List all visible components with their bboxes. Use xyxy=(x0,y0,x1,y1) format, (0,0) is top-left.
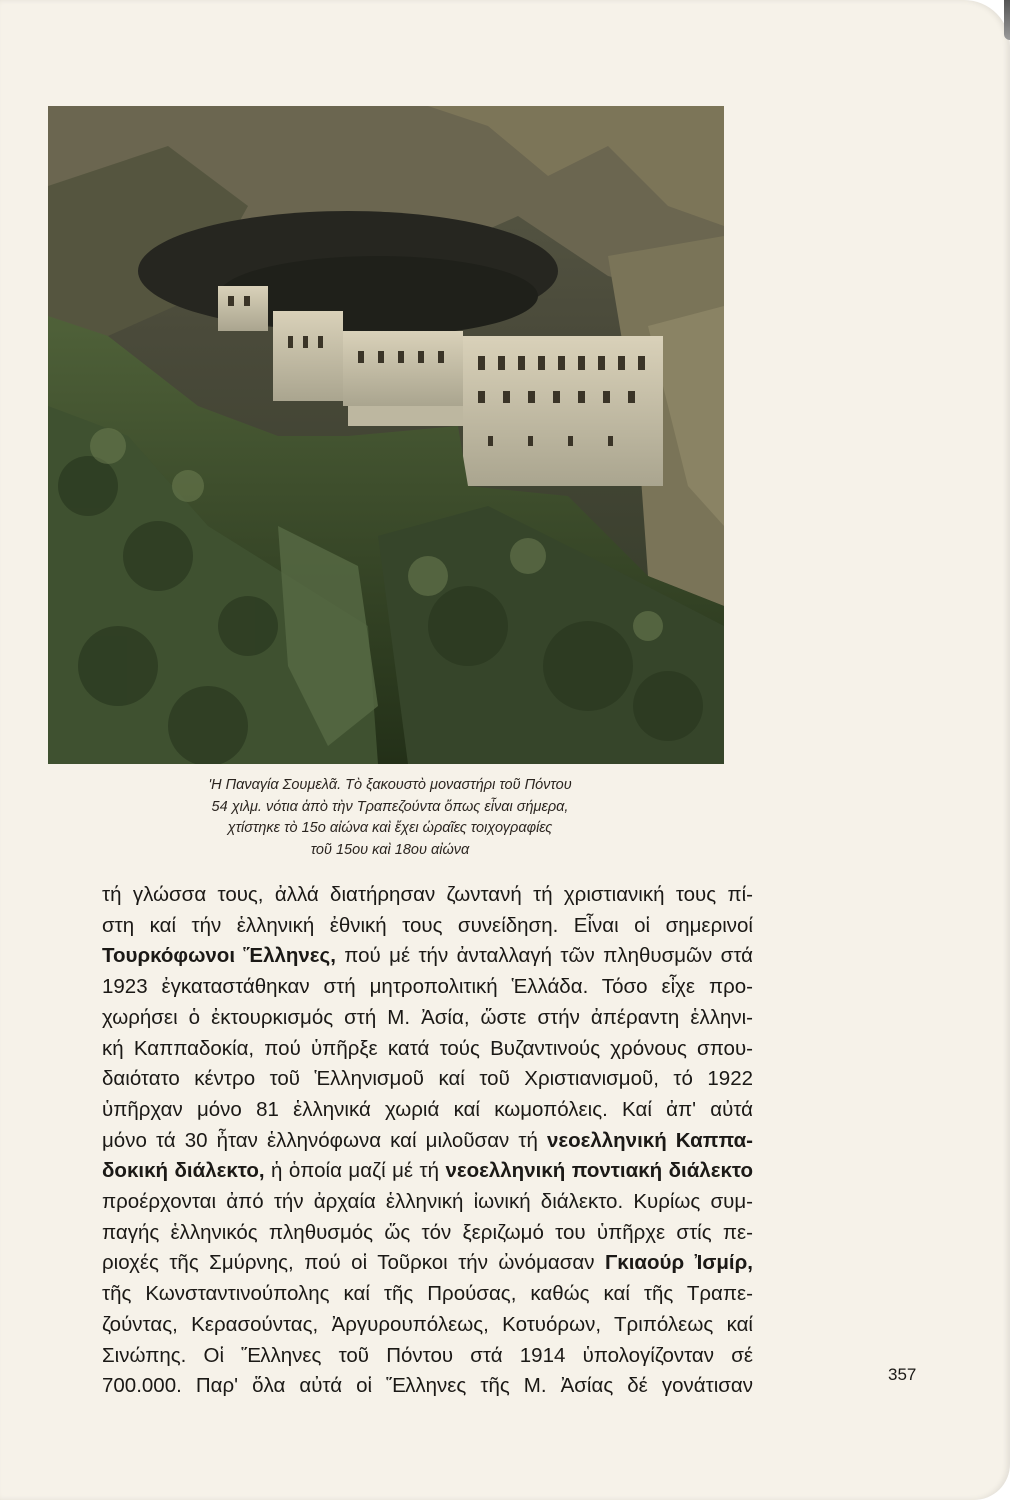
text-line xyxy=(102,1034,753,1065)
text-run: προέρχονται ἀπό τήν ἀρχαία ἑλληνική ἰωνική διάλεκτο. Κυρίως συμ- xyxy=(102,1190,753,1214)
monastery-photograph xyxy=(48,106,724,764)
text-run: χωρήσει ὁ ἐκτουρκισμός στή Μ. Ἀσία, ὥστε στήν ἀπέραντη ἑλληνι- xyxy=(102,1005,753,1029)
bold-term: νεοελληνική ποντιακή διάλεκτο xyxy=(445,1159,753,1183)
bold-term: Γκιαούρ Ἰσμίρ, xyxy=(604,1251,753,1275)
caption-line: χτίστηκε τὸ 15ο αἰώνα καὶ ἔχει ὡραῖες τοιχογραφίες xyxy=(227,820,553,836)
text-run: παγής ἑλληνικός πληθυσμός ὥς τόν ξεριζωμό του ὑπῆρχε στίς πε- xyxy=(102,1220,753,1244)
text-line xyxy=(102,972,753,1003)
text-line xyxy=(102,941,753,972)
text-run: ζούντας, Κερασούντας, Ἀργυρουπόλεως, Κοτυόρων, Τριπόλεως καί xyxy=(102,1312,753,1336)
text-run: ὑπῆρχαν μόνο 81 ἑλληνικά χωριά καί κωμοπόλεις. Καί ἀπ' αὐτά xyxy=(102,1097,753,1121)
bold-term: νεοελληνική Καππα- xyxy=(546,1128,753,1152)
bold-term: δοκική διάλεκτο, xyxy=(102,1159,265,1183)
text-line xyxy=(102,1371,753,1402)
text-line xyxy=(102,1095,753,1126)
text-run: ριοχές τῆς Σμύρνης, πού οἱ Τοῦρκοι τήν ὠνόμασαν xyxy=(102,1251,605,1275)
text-line xyxy=(102,1218,753,1249)
caption-line: 54 χιλμ. νότια ἀπὸ τὴν Τραπεζούντα ὅπως εἶναι σήμερα, xyxy=(211,798,569,815)
text-run: κή Καππαδοκία, πού ὑπῆρξε κατά τούς Βυζαντινούς χρόνους σπου- xyxy=(102,1036,753,1060)
text-run: 1923 ἐγκαταστάθηκαν στή μητροπολιτική Ἑλλάδα. Τόσο εἶχε προ- xyxy=(102,975,753,999)
text-line xyxy=(102,1248,753,1279)
text-line xyxy=(102,1064,753,1095)
text-run: στη καί τήν ἑλληνική ἐθνική τους συνείδηση. Εἶναι οἱ σημερινοί xyxy=(102,913,753,937)
body-paragraph xyxy=(102,880,753,1402)
text-line xyxy=(102,1310,753,1341)
text-line xyxy=(102,911,753,942)
text-line xyxy=(102,1126,753,1157)
text-run: τή γλώσσα τους, ἀλλά διατήρησαν ζωντανή τή χριστιανική τους πί- xyxy=(102,883,753,906)
caption-line: τοῦ 15ου καὶ 18ου αἰώνα xyxy=(310,841,470,858)
text-run: τῆς Κωνσταντινούπολης καί τῆς Προύσας, καθώς καί τῆς Τραπε- xyxy=(102,1282,753,1306)
text-line xyxy=(102,1187,753,1218)
text-line xyxy=(102,1279,753,1310)
text-line xyxy=(102,880,753,911)
text-run: 700.000. Παρ' ὅλα αὐτά οἱ Ἕλληνες τῆς Μ. Ἀσίας δέ γονάτισαν xyxy=(102,1374,753,1398)
text-run: δαιότατο κέντρο τοῦ Ἑλληνισμοῦ καί τοῦ Χριστιανισμοῦ, τό 1922 xyxy=(102,1067,753,1091)
caption-line: 'Η Παναγία Σουμελᾶ. Τὸ ξακουστὸ μοναστήρι τοῦ Πόντου xyxy=(208,777,572,793)
text-line xyxy=(102,1003,753,1034)
page-edge xyxy=(1004,0,1010,40)
text-run: μόνο τά 30 ἦταν ἑλληνόφωνα καί μιλοῦσαν τή xyxy=(102,1128,547,1152)
bold-term: Τουρκόφωνοι Ἕλληνες, xyxy=(102,944,336,968)
photo-caption xyxy=(100,775,680,861)
text-run: πού μέ τήν ἀνταλλαγή τῶν πληθυσμῶν στά xyxy=(335,944,753,968)
page-number: 357 xyxy=(888,1365,917,1384)
text-run: Σινώπης. Οἱ Ἕλληνες τοῦ Πόντου στά 1914 ὑπολογίζονταν σέ xyxy=(102,1343,753,1367)
text-line xyxy=(102,1156,753,1187)
text-line xyxy=(102,1341,753,1372)
text-run: ἡ ὁποία μαζί μέ τή xyxy=(264,1159,446,1183)
